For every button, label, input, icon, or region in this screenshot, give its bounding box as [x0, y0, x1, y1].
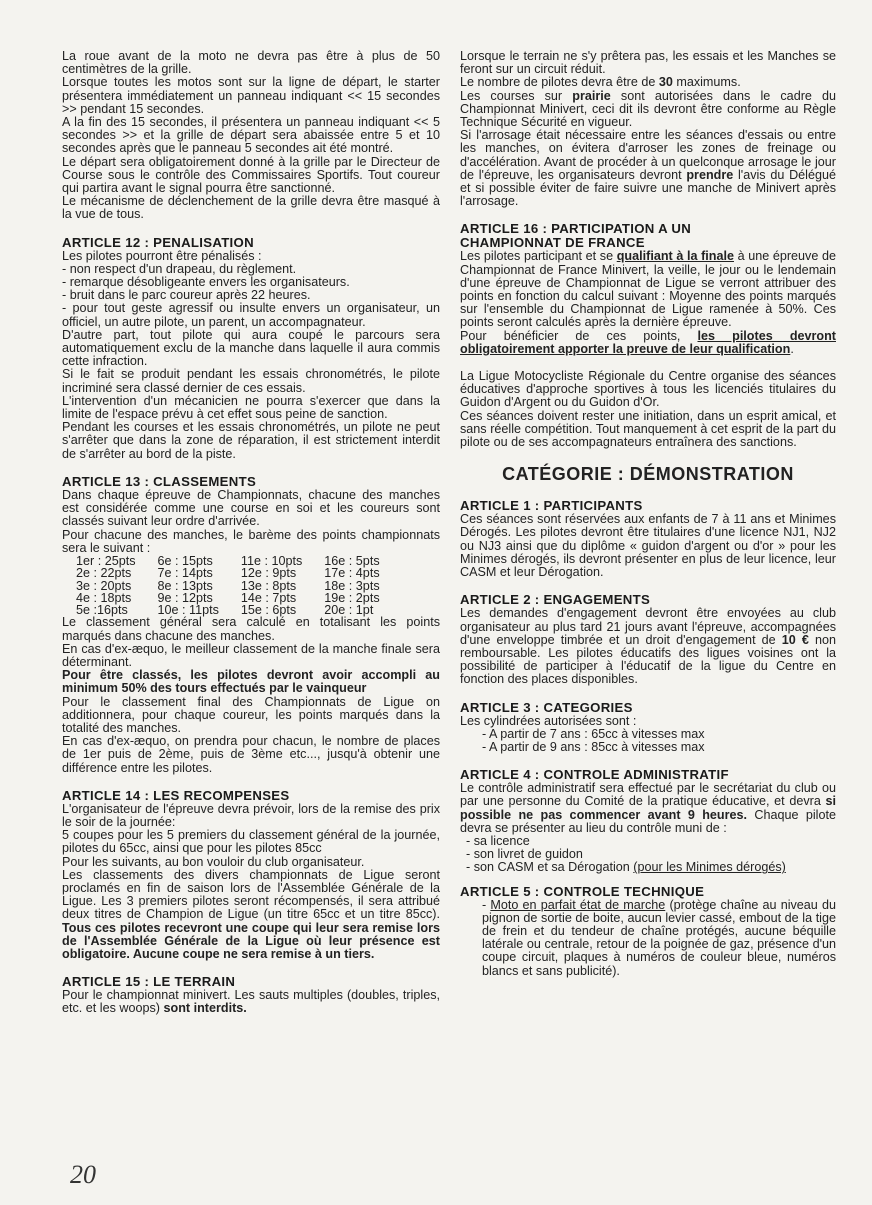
- paragraph: Pour les suivants, au bon vouloir du club organisateur.: [62, 854, 365, 869]
- list-item: [460, 861, 836, 874]
- text: non remboursable. Les pilotes éducatifs des ligues voisines ont la possibilité de participer à l'éducatif de la ligue du Centre en fonction des places disponibles.: [460, 632, 837, 687]
- bold-text: si possible ne pas commencer avant 9 heures.: [460, 794, 837, 822]
- bold-text: sont interdits.: [163, 1001, 247, 1016]
- list-item: - sa licence: [466, 833, 530, 848]
- article-12-title: ARTICLE 12 : PENALISATION: [62, 234, 254, 250]
- paragraph: Pendant les courses et les essais chronométrés, un pilote ne peut s'arrêter que dans la zone de réparation, il est strictement interdit de s'arrêter au bord de la piste.: [62, 420, 440, 461]
- table-row: [76, 567, 402, 579]
- text: à une épreuve de Championnat de France Minivert, la veille, le jour ou le lendemain d'une épreuve de Championnat de Ligue se verront attribuer des points en fonction du calcul suivant : Moyenne des points marqués sur l'ensemble du Championnat de Ligue ramenée à 50%. Ces points seront calculés après la dernière épreuve.: [460, 249, 836, 330]
- paragraph: - remarque désobligeante envers les organisateurs.: [62, 275, 350, 290]
- table-cell: 6e : 15pts: [157, 553, 213, 568]
- points-table: [76, 555, 402, 616]
- paragraph: L'organisateur de l'épreuve devra prévoir, lors de la remise des prix le soir de la journée:: [62, 801, 440, 830]
- paragraph: 5 coupes pour les 5 premiers du classement général de la journée, pilotes du 65cc, ainsi que pour les pilotes 85cc: [62, 828, 440, 856]
- right-column: [460, 50, 836, 978]
- table-cell: 13e : 8pts: [240, 578, 297, 593]
- table-cell: 16e : 5pts: [324, 553, 380, 568]
- paragraph: La roue avant de la moto ne devra pas être à plus de 50 centimètres de la grille.: [62, 49, 440, 77]
- table-cell: 11e : 10pts: [240, 553, 303, 568]
- paragraph: [460, 782, 836, 835]
- paragraph: - pour tout geste agressif ou insulte envers un organisateur, un officiel, un autre pilote, un parent, un accompagnateur.: [62, 301, 440, 329]
- paragraph: En cas d'ex-æquo, on prendra pour chacun, le nombre de places de 1er puis de 2ème, puis de 3ème etc..., jusqu'à obtenir une différence entre les pilotes.: [62, 734, 440, 775]
- category-title: CATÉGORIE : DÉMONSTRATION: [502, 464, 794, 485]
- table-cell: 5e :16pts: [76, 603, 128, 618]
- text: maximums.: [676, 75, 741, 90]
- table-cell: 15e : 6pts: [240, 603, 297, 618]
- list-item: - A partir de 9 ans : 85cc à vitesses max: [482, 739, 705, 754]
- paragraph: D'autre part, tout pilote qui aura coupé le parcours sera automatiquement exclu de la manche dans laquelle il aura commis cette infraction.: [62, 327, 440, 369]
- paragraph: [460, 90, 836, 130]
- table-cell: 20e : 1pt: [324, 603, 374, 618]
- text: sont autorisées dans le cadre du Championnat Minivert, ceci dit ils devront être conforme au Règle Technique Sécurité en vigueur.: [460, 88, 837, 130]
- table-cell: 3e : 20pts: [76, 578, 132, 593]
- text: -: [482, 897, 491, 912]
- paragraph: Le classement général sera calculé en totalisant les points marqués dans chacune des manches.: [62, 615, 440, 643]
- paragraph: Dans chaque épreuve de Championnats, chacune des manches est considérée comme une course en soi et les coureurs sont classés suivant leur ordre d'arrivée.: [62, 487, 440, 529]
- paragraph: - non respect d'un drapeau, du règlement.: [62, 261, 297, 276]
- list-item: - A partir de 7 ans : 65cc à vitesses max: [482, 726, 705, 741]
- table-cell: 18e : 3pts: [324, 578, 380, 593]
- bold-text: Tous ces pilotes recevront une coupe qui leur sera remise lors de l'Assemblée Générale de la Ligue où leur présence est obligatoire. Aucune coupe ne sera remise à un tiers.: [62, 920, 440, 962]
- paragraph: [460, 330, 836, 356]
- paragraph: L'intervention d'un mécanicien ne pourra s'exercer que dans la limite de l'espace prévu à cet effet sous peine de sanction.: [62, 393, 440, 422]
- text: Chaque pilote devra se présenter au lieu du contrôle muni de :: [460, 807, 836, 835]
- article-5-title: ARTICLE 5 : CONTROLE TECHNIQUE: [460, 883, 705, 899]
- paragraph: Ces séances sont réservées aux enfants de 7 à 11 ans et Minimes Dérogés. Les pilotes devront être titulaires d'une licence NJ1, NJ2 ou NJ3 ainsi que du diplôme « guidon d'argent ou d'or » pour les Minimes dérogés, ils devront présenter en plus de leur licence, leur CASM et leur Dérogation.: [460, 512, 836, 580]
- table-row: [76, 580, 402, 592]
- paragraph: Pour le classement final des Championnats de Ligue on additionnera, pour chaque coureur, les points marqués dans la totalité des manches.: [62, 694, 440, 736]
- paragraph: [62, 869, 440, 961]
- paragraph: [460, 899, 836, 978]
- text: l'avis du Délégué et si possible éviter de faire suivre une manche de Minivert après l'arrosage.: [460, 167, 837, 209]
- article-13-title: ARTICLE 13 : CLASSEMENTS: [62, 473, 257, 489]
- underlined-text: Moto en parfait état de marche: [490, 897, 666, 912]
- underlined-text: (pour les Minimes dérogés): [633, 860, 786, 875]
- text: Pour le championnat minivert. Les sauts multiples (doubles, triples, etc. et les woops): [62, 988, 440, 1016]
- paragraph: A la fin des 15 secondes, il présentera un panneau indiquant << 5 secondes >> et la grille de départ sera abaissée entre 5 et 10 secondes après que le panneau 5 secondes ait été montré.: [62, 115, 440, 156]
- text: Si l'arrosage était nécessaire entre les séances d'essais ou entre les manches, on évitera d'arroser les zones de freinage ou d'accélération. Avant de procéder à un quelconque arrosage le jour de l'épreuve, les organisateurs devront: [460, 128, 836, 182]
- paragraph: La Ligue Motocycliste Régionale du Centre organise des séances éducatives d'approche sportives à tous les licenciés titulaires du Guidon d'Argent ou du Guidon d'Or.: [460, 369, 836, 410]
- paragraph: [460, 607, 836, 686]
- paragraph: [460, 129, 836, 208]
- paragraph: Pour chacune des manches, le barème des points championnats sera le suivant :: [62, 527, 440, 555]
- article-3-title: ARTICLE 3 : CATEGORIES: [460, 699, 633, 715]
- text: - son CASM et sa Dérogation: [466, 860, 630, 875]
- paragraph: [460, 250, 836, 329]
- article-15-title: ARTICLE 15 : LE TERRAIN: [62, 974, 236, 990]
- table-cell: 17e : 4pts: [324, 566, 380, 581]
- text: Le nombre de pilotes devra être de: [460, 75, 656, 90]
- bold-text: prendre: [686, 167, 734, 182]
- table-cell: 4e : 18pts: [76, 590, 132, 605]
- table-cell: 19e : 2pts: [324, 590, 380, 605]
- bold-text: prairie: [572, 88, 611, 103]
- article-1-title: ARTICLE 1 : PARTICIPANTS: [460, 498, 643, 514]
- text: Les classements des divers championnats de Ligue seront proclamés en fin de saison lors de l'Assemblée Générale de la Ligue. Les 3 premiers pilotes seront récompensés, il sera attribué deux titres de Champion de Ligue (un titre 65cc et un titre 85cc).: [62, 867, 440, 922]
- text: Les courses sur: [460, 88, 563, 103]
- paragraph: - bruit dans le parc coureur après 22 heures.: [62, 288, 311, 303]
- article-4-title: ARTICLE 4 : CONTROLE ADMINISTRATIF: [460, 767, 729, 783]
- text: Pour bénéficier de ces points,: [460, 328, 681, 343]
- paragraph: Ces séances doivent rester une initiation, dans un esprit amical, et sans réelle compétition. Tout manquement à cet esprit de la part du pilote ou de ses accompagnateurs entraînera des sanctions.: [460, 408, 836, 450]
- paragraph: En cas d'ex-æquo, le meilleur classement de la manche finale sera déterminant.: [62, 641, 440, 669]
- paragraph-bold: Pour être classés, les pilotes devront avoir accompli au minimum 50% des tours effectués par le vainqueur: [62, 668, 440, 696]
- bold-text: 10 €: [781, 632, 809, 647]
- left-column: [62, 50, 440, 1016]
- bold-underlined-text: qualifiant à la finale: [616, 249, 734, 264]
- table-cell: 8e : 13pts: [157, 578, 213, 593]
- page-number: 20: [70, 1160, 96, 1189]
- paragraph: Les cylindrées autorisées sont :: [460, 713, 637, 728]
- paragraph: [62, 989, 440, 1015]
- table-cell: 12e : 9pts: [240, 566, 297, 581]
- bold-underlined-text: les pilotes devront obligatoirement apporter la preuve de leur qualification: [460, 328, 836, 356]
- paragraph: Lorsque toutes les motos sont sur la ligne de départ, le starter présentera immédiatement un panneau indiquant << 15 secondes >> pendant 15 secondes.: [62, 75, 440, 116]
- paragraph: Si le fait se produit pendant les essais chronométrés, le pilote incriminé sera classé dernier de ces essais.: [62, 367, 440, 395]
- article-2-title: ARTICLE 2 : ENGAGEMENTS: [460, 592, 651, 608]
- paragraph: Le départ sera obligatoirement donné à la grille par le Directeur de Course sous le contrôle des Commissaires Sportifs. Tout coureur qui partira avant le signal pourra être sanctionné.: [62, 154, 440, 196]
- table-cell: 2e : 22pts: [76, 566, 132, 581]
- text: .: [790, 341, 794, 356]
- text: Les pilotes participant et se: [460, 249, 614, 264]
- text: Les demandes d'engagement devront être envoyées au club organisateur au plus tard 21 jours avant l'épreuve, accompagnées d'une enveloppe timbrée et un droit d'engagement de: [460, 606, 836, 647]
- text: (protège chaîne au niveau du pignon de sortie de boite, aucun levier cassé, embout de la tige de frein et du tendeur de chaîne protégés, aucune béquille latérale ou centrale, retour de la poignée de gaz, présence d'un coupe circuit, plaques à numéros de couleur bleue, numéros blancs et sans publicité).: [482, 897, 836, 978]
- text: Le contrôle administratif sera effectué par le secrétariat du club ou par une personne du Comité de la pratique éducative, et devra: [460, 781, 836, 809]
- table-cell: 1er : 25pts: [76, 553, 136, 568]
- article-16-title-line2: CHAMPIONNAT DE FRANCE: [460, 235, 645, 251]
- bold-text: 30: [658, 75, 673, 90]
- article-16-title: ARTICLE 16 : PARTICIPATION A UN: [460, 221, 692, 237]
- table-cell: 14e : 7pts: [240, 590, 297, 605]
- table-cell: 7e : 14pts: [157, 566, 213, 581]
- paragraph: Lorsque le terrain ne s'y prêtera pas, les essais et les Manches se feront sur un circuit réduit.: [460, 49, 836, 77]
- article-14-title: ARTICLE 14 : LES RECOMPENSES: [62, 787, 290, 803]
- table-cell: 10e : 11pts: [157, 603, 219, 618]
- paragraph: Le mécanisme de déclenchement de la grille devra être masqué à la vue de tous.: [62, 194, 440, 222]
- paragraph: Les pilotes pourront être pénalisés :: [62, 248, 262, 263]
- table-cell: 9e : 12pts: [157, 590, 213, 605]
- list-item: - son livret de guidon: [466, 847, 583, 862]
